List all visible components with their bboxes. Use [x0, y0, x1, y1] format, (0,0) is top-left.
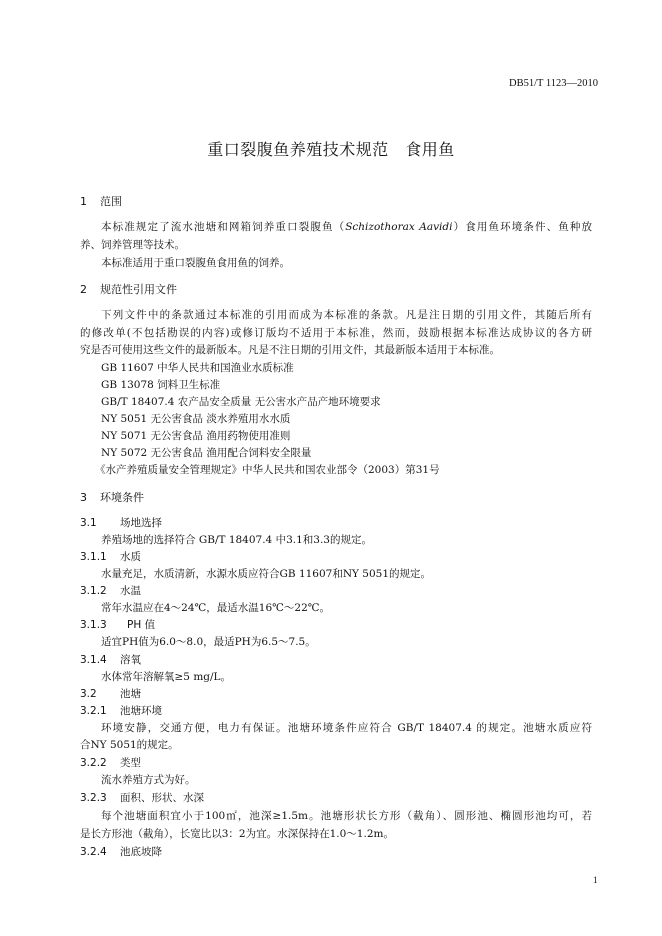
subsection-3-2-2-text: 流水养殖方式为好。: [101, 774, 196, 786]
scope-paragraph-line-1: [101, 219, 592, 234]
scope-paragraph-2: 本标准适用于重口裂腹鱼食用鱼的饲养。: [101, 257, 290, 269]
subsection-title: 池塘环境: [120, 705, 162, 717]
refs-paragraph-line-1: 下列文件中的条款通过本标准的引用而成为本标准的条款。凡是注日期的引用文件，其随后所有: [101, 309, 592, 321]
subsection-3-1-heading: [80, 515, 162, 530]
subsection-3-1-1-heading: [80, 549, 141, 564]
subsection-number: 3.1.4: [80, 654, 107, 666]
reference-item: GB 13078 饲料卫生标准: [101, 379, 221, 391]
reference-item: 《水产养殖质量安全管理规定》中华人民共和国农业部令（2003）第31号: [95, 464, 440, 476]
refs-paragraph-line-3: 究是否可使用这些文件的最新版本。凡是不注日期的引用文件，其最新版本适用于本标准。: [80, 344, 500, 356]
section-title: 规范性引用文件: [100, 283, 177, 296]
reference-item: NY 5051 无公害食品 淡水养殖用水水质: [101, 413, 291, 425]
refs-paragraph-line-2: 的修改单(不包括勘误的内容)或修订版均不适用于本标准，然而，鼓励根据本标准达成协议的各方研: [80, 327, 592, 339]
scientific-name: Schizothorax Aavidi: [345, 221, 453, 233]
section-number: 2: [80, 283, 87, 296]
section-number: 3: [80, 491, 87, 504]
subsection-3-1-3-text: 适宜PH值为6.0～8.0，最适PH为6.5～7.5。: [101, 636, 316, 648]
subsection-number: 3.2.4: [80, 846, 107, 858]
section-title: 环境条件: [100, 491, 144, 504]
subsection-3-1-1-text: 水量充足，水质清新，水源水质应符合GB 11607和NY 5051的规定。: [101, 568, 432, 580]
subsection-number: 3.2.3: [80, 792, 107, 804]
subsection-3-1-text: 养殖场地的选择符合 GB/T 18407.4 中3.1和3.3的规定。: [101, 534, 372, 546]
section-2-heading: [80, 281, 177, 297]
subsection-3-2-4-heading: [80, 844, 162, 859]
subsection-title: 水温: [120, 585, 141, 597]
scope-paragraph-line-2: 养、饲养管理等技术。: [80, 239, 185, 251]
subsection-number: 3.2: [80, 688, 97, 700]
reference-item: GB/T 18407.4 农产品安全质量 无公害水产品产地环境要求: [101, 396, 381, 408]
subsection-title: 池塘: [120, 688, 141, 700]
subsection-3-2-2-heading: [80, 755, 141, 770]
subsection-title: PH 值: [127, 619, 156, 631]
reference-item: GB 11607 中华人民共和国渔业水质标准: [101, 362, 294, 374]
subsection-title: 场地选择: [120, 517, 162, 529]
text-span: 本标准规定了流水池塘和网箱饲养重口裂腹鱼（: [101, 221, 346, 233]
subsection-3-1-2-heading: [80, 583, 141, 598]
subsection-3-2-1-text-line-2: 合NY 5051的规定。: [80, 739, 179, 751]
subsection-number: 3.1.2: [80, 585, 107, 597]
subsection-title: 面积、形状、水深: [120, 792, 204, 804]
subsection-3-2-3-text-line-1: 每个池塘面积宜小于100㎡，池深≥1.5m。池塘形状长方形（截角）、圆形池、椭圆形池均可，若: [101, 810, 592, 822]
document-title: 重口裂腹鱼养殖技术规范 食用鱼: [207, 140, 455, 159]
subsection-3-1-3-heading: [80, 617, 155, 632]
subsection-3-2-1-heading: [80, 703, 162, 718]
section-number: 1: [80, 195, 87, 208]
reference-item: NY 5072 无公害食品 渔用配合饲料安全限量: [101, 447, 312, 459]
subsection-3-2-3-text-line-2: 是长方形池（截角），长宽比以3：2为宜。水深保持在1.0～1.2m。: [80, 828, 394, 840]
subsection-title: 类型: [120, 757, 141, 769]
section-3-heading: [80, 489, 144, 505]
subsection-number: 3.1: [80, 517, 97, 529]
subsection-title: 水质: [120, 551, 141, 563]
standard-code: DB51/T 1123—2010: [509, 78, 598, 89]
page-number: 1: [593, 876, 598, 886]
subsection-number: 3.2.1: [80, 705, 107, 717]
subsection-title: 溶氧: [120, 654, 141, 666]
section-title: 范围: [100, 195, 122, 208]
subsection-title: 池底坡降: [120, 846, 162, 858]
subsection-number: 3.2.2: [80, 757, 107, 769]
subsection-number: 3.1.3: [80, 619, 107, 631]
section-1-heading: [80, 193, 122, 209]
reference-item: NY 5071 无公害食品 渔用药物使用准则: [101, 430, 291, 442]
subsection-3-1-2-text: 常年水温应在4～24℃，最适水温16℃～22℃。: [101, 602, 330, 614]
text-span: ）食用鱼环境条件、鱼种放: [452, 221, 593, 233]
subsection-3-1-4-text: 水体常年溶解氧≥5 mg/L。: [101, 671, 232, 683]
subsection-3-1-4-heading: [80, 652, 141, 667]
subsection-3-2-3-heading: [80, 790, 204, 805]
subsection-3-2-heading: [80, 686, 141, 701]
subsection-3-2-1-text-line-1: 环境安静，交通方便，电力有保证。池塘环境条件应符合 GB/T 18407.4 的规定。池塘水质应符: [101, 722, 592, 734]
subsection-number: 3.1.1: [80, 551, 107, 563]
